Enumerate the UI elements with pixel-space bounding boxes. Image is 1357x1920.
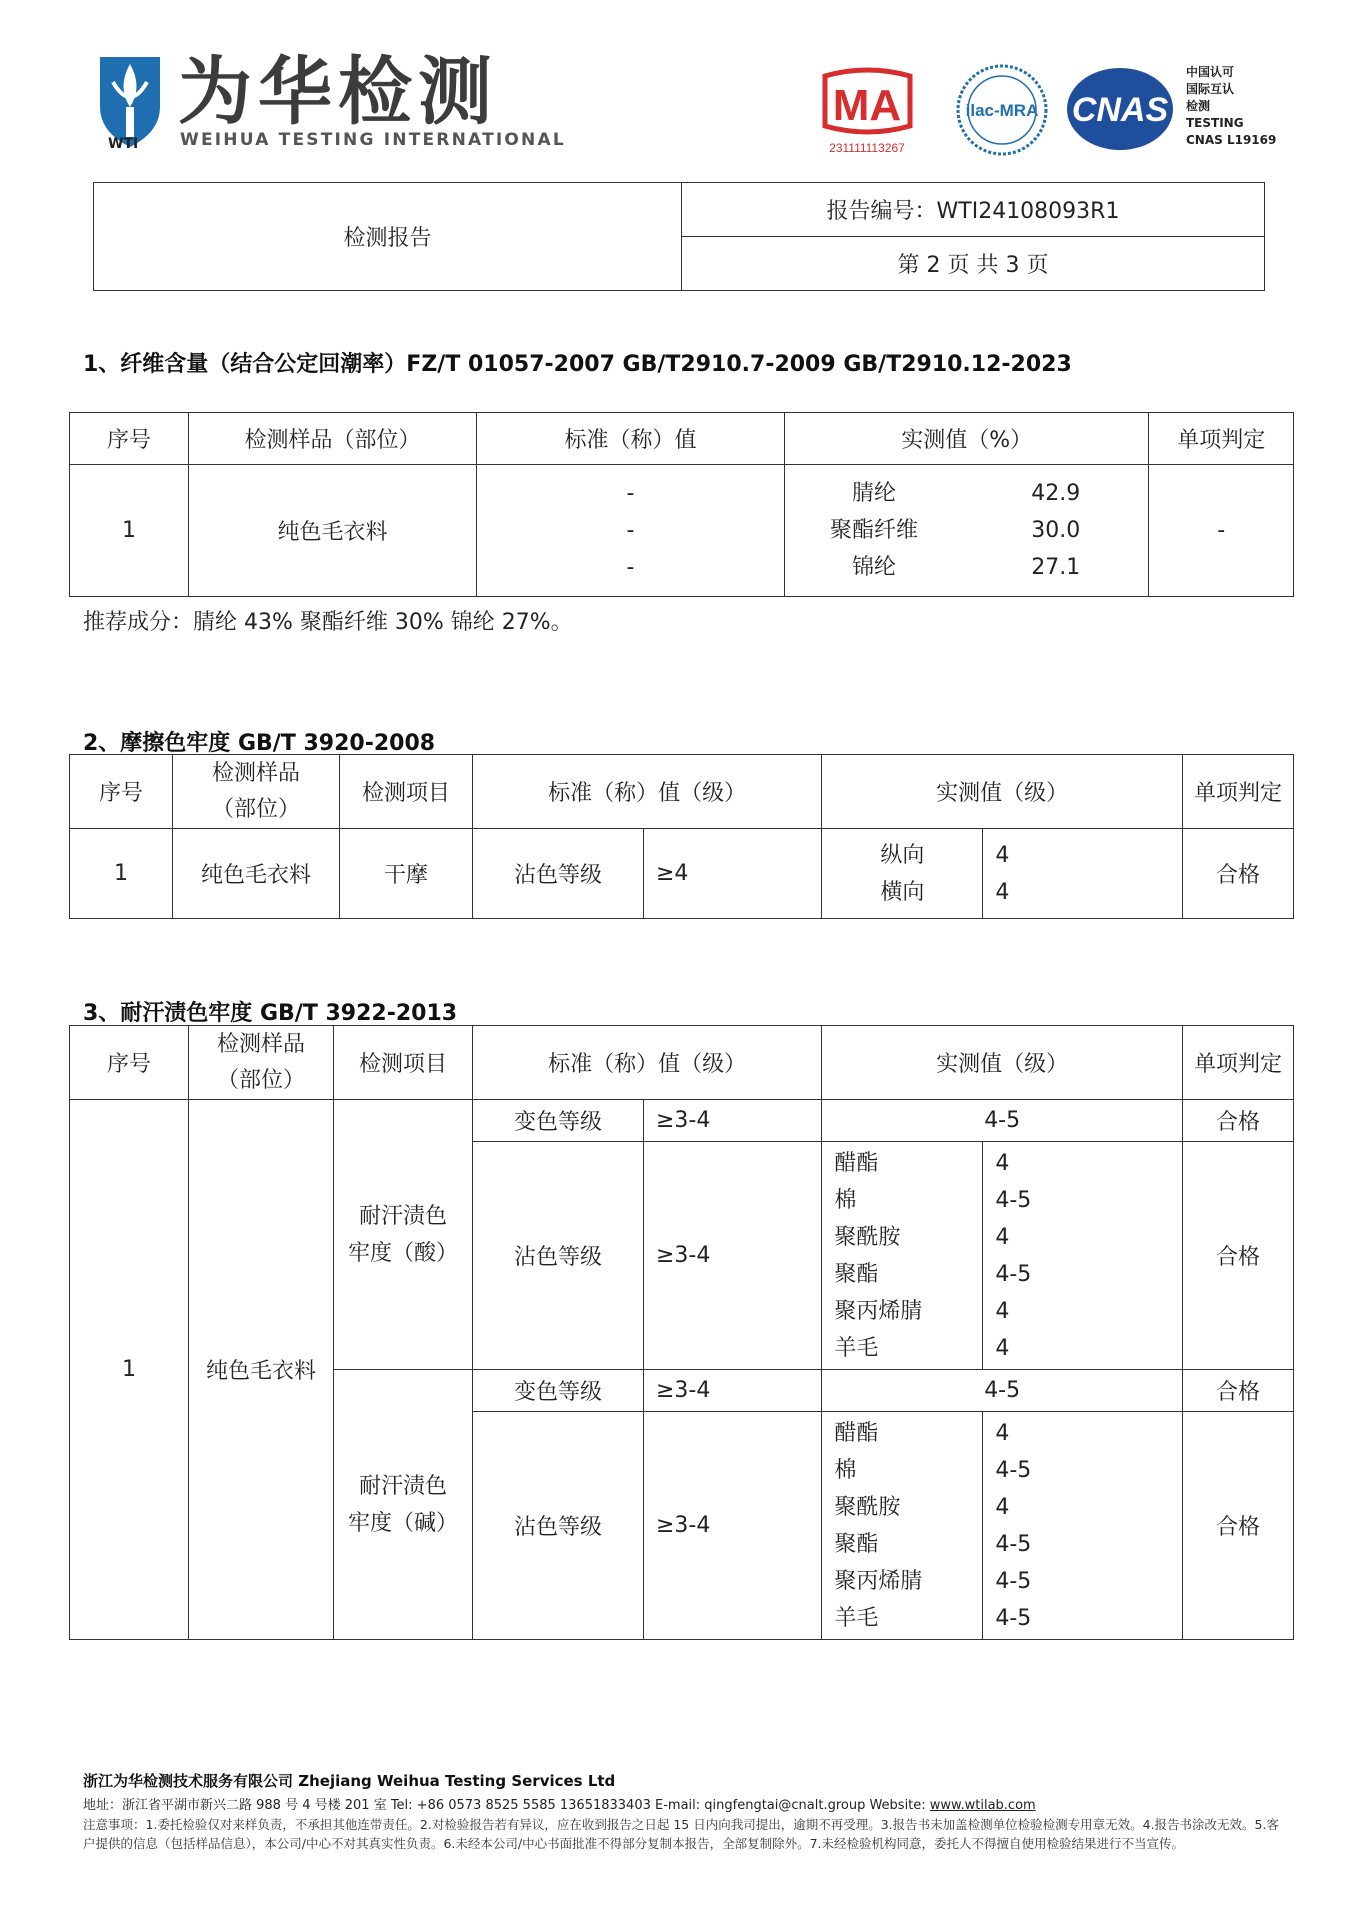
footer-company: 浙江为华检测技术服务有限公司 Zhejiang Weihua Testing Services Ltd [83,1772,616,1790]
standard-value: - [626,555,635,580]
section1-title: 1、纤维含量（结合公定回潮率）FZ/T 01057-2007 GB/T2910.7-2009 GB/T2910.12-2023 [83,352,1072,377]
judgement: 合格 [1182,1370,1293,1412]
logo-abbr: WTI [108,136,139,152]
col-header: 标准（称）值（级） [473,755,822,829]
cnas-logo-icon [1065,66,1175,152]
grade-standard: ≥3-4 [644,1412,822,1640]
footer-website-link[interactable]: www.wtilab.com [929,1798,1036,1813]
standard-value: - [626,518,635,543]
fabric-value: 4-5 [995,1457,1032,1483]
report-header-table [93,182,1265,291]
col-header: 实测值（级） [822,755,1183,829]
fiber-value: 27.1 [1031,555,1081,580]
standard-value: - [626,481,635,506]
direction: 横向 [880,879,925,905]
fabric-value: 4 [995,1420,1010,1446]
fabric-value: 4-5 [995,1605,1032,1631]
sample-name: 纯色毛衣料 [189,465,477,597]
col-header: 序号 [70,755,173,829]
item-line: 牢度（碱） [347,1510,458,1536]
direction: 纵向 [880,842,925,868]
header-line: （部位） [216,1067,305,1093]
table-row [70,829,1294,919]
col-header: 序号 [70,413,189,465]
fabric-name: 聚酯 [834,1531,879,1557]
fiber-name: 锦纶 [851,555,896,580]
sample-name: 纯色毛衣料 [189,1100,334,1640]
test-item-acid [334,1100,473,1370]
fabric-value: 4-5 [995,1261,1032,1287]
footer [83,1770,1283,1853]
report-number: 报告编号：WTI24108093R1 [682,183,1265,237]
fiber-names [785,465,964,597]
logo-title-en: WEIHUA TESTING INTERNATIONAL [180,130,566,150]
direction-value: 4 [995,879,1010,905]
fabric-value: 4 [995,1494,1010,1520]
col-header: 标准（称）值（级） [473,1026,822,1100]
fabric-name: 聚酰胺 [834,1224,901,1250]
cnas-text: CNAS [1071,91,1169,129]
header-line: 检测样品 [211,760,300,786]
fabric-values [983,1412,1183,1640]
fabric-names [822,1412,983,1640]
fabric-value: 4 [995,1335,1010,1361]
grade-standard: ≥4 [644,829,822,919]
ilac-mra-logo-icon [955,60,1050,160]
fiber-value: 42.9 [1031,481,1081,506]
directions [822,829,983,919]
judgement: 合格 [1182,829,1293,919]
fabric-value: 4 [995,1224,1010,1250]
grade-standard: ≥3-4 [644,1370,822,1412]
judgement: 合格 [1182,1142,1293,1370]
fabric-value: 4-5 [995,1187,1032,1213]
fiber-name: 腈纶 [851,481,896,506]
test-item: 干摩 [340,829,473,919]
table-row [70,465,1294,597]
col-header: 标准（称）值 [477,413,785,465]
judgement: 合格 [1182,1100,1293,1142]
fiber-values [963,465,1149,597]
grade-name: 沾色等级 [473,1142,644,1370]
test-item-alkali [334,1370,473,1640]
footer-address-text: 地址：浙江省平湖市新兴二路 988 号 4 号楼 201 室 Tel: +86 0573 8525 5585 13651833403 E-mail: qingfengtai@cnalt.group Website: [83,1798,930,1813]
cnas-accreditation-text [1186,64,1276,149]
perspiration-fastness-table [69,1025,1294,1640]
cnas-line: 检测 [1186,99,1211,113]
col-header: 单项判定 [1149,413,1294,465]
col-header: 单项判定 [1182,755,1293,829]
row-no: 1 [70,1100,189,1640]
fabric-name: 醋酯 [834,1150,879,1176]
cnas-line: TESTING [1186,116,1244,130]
fiber-value: 30.0 [1031,518,1081,543]
fabric-name: 羊毛 [834,1605,879,1631]
fabric-values [983,1142,1183,1370]
grade-name: 变色等级 [473,1100,644,1142]
sample-name: 纯色毛衣料 [173,829,340,919]
fiber-content-table [69,412,1294,597]
grade-name: 沾色等级 [473,829,644,919]
col-header: 检测项目 [340,755,473,829]
item-line: 耐汗渍色 [358,1203,447,1229]
grade-standard: ≥3-4 [644,1142,822,1370]
section2-title: 2、摩擦色牢度 GB/T 3920-2008 [83,731,436,756]
cma-logo-icon [815,64,920,158]
footer-address [83,1794,1283,1813]
report-page: 第 2 页 共 3 页 [682,237,1265,291]
fabric-value: 4-5 [995,1568,1032,1594]
ilac-text: ilac-MRA [965,101,1039,120]
grade-name: 沾色等级 [473,1412,644,1640]
header-line: （部位） [211,796,300,822]
col-header-sample [173,755,340,829]
col-header: 实测值（级） [822,1026,1183,1100]
report-title: 检测报告 [94,183,682,291]
fabric-name: 聚酯 [834,1261,879,1287]
fabric-name: 棉 [834,1187,857,1213]
logo-title-cn: 为华检测 [178,49,498,135]
fabric-value: 4-5 [995,1531,1032,1557]
footer-notice: 注意事项：1.委托检验仅对来样负责，不承担其他连带责任。2.对检验报告若有异议，应在收到报告之日起 15 日内向我司提出，逾期不再受理。3.报告书未加盖检测单位检验检测专用章无效。4.报告书涂改无效。5.客户提供的信息（包括样品信息），本公司/中心不对其真实性负责。6.未经本公司/中心书面批准不得部分复制本报告，全部复制除外。7.未经检验机构同意，委托人不得擅自使用检验结果进行不当宣传。 [83,1817,1279,1851]
col-header: 单项判定 [1182,1026,1293,1100]
section3-title: 3、耐汗渍色牢度 GB/T 3922-2013 [83,1001,458,1026]
grade-standard: ≥3-4 [644,1100,822,1142]
judgement: 合格 [1182,1412,1293,1640]
table-row [70,1100,1294,1142]
rubbing-fastness-table [69,754,1294,919]
col-header: 检测项目 [334,1026,473,1100]
cnas-line: 国际互认 [1186,82,1235,96]
item-line: 耐汗渍色 [358,1473,447,1499]
col-header-sample [189,1026,334,1100]
fabric-name: 醋酯 [834,1420,879,1446]
measured-value: 4-5 [822,1370,1183,1412]
fabric-name: 棉 [834,1457,857,1483]
direction-value: 4 [995,842,1010,868]
header-line: 检测样品 [216,1031,305,1057]
fabric-value: 4 [995,1298,1010,1324]
fabric-name: 羊毛 [834,1335,879,1361]
row-no: 1 [70,829,173,919]
ma-logo-text: MA [832,81,902,130]
cnas-line: CNAS L19169 [1186,133,1277,147]
judgement: - [1149,465,1294,597]
measured-value: 4-5 [822,1100,1183,1142]
fabric-names [822,1142,983,1370]
fabric-name: 聚酰胺 [834,1494,901,1520]
standard-values [477,465,785,597]
item-line: 牢度（酸） [347,1240,458,1266]
col-header: 实测值（%） [785,413,1149,465]
recommended-composition: 推荐成分：腈纶 43% 聚酯纤维 30% 锦纶 27%。 [83,610,573,635]
col-header: 序号 [70,1026,189,1100]
row-no: 1 [70,465,189,597]
fabric-name: 聚丙烯腈 [834,1298,923,1324]
ma-number: 231111113267 [829,141,905,155]
direction-values [983,829,1183,919]
fiber-name: 聚酯纤维 [829,518,918,543]
cnas-line: 中国认可 [1186,65,1235,79]
col-header: 检测样品（部位） [189,413,477,465]
grade-name: 变色等级 [473,1370,644,1412]
fabric-value: 4 [995,1150,1010,1176]
fabric-name: 聚丙烯腈 [834,1568,923,1594]
